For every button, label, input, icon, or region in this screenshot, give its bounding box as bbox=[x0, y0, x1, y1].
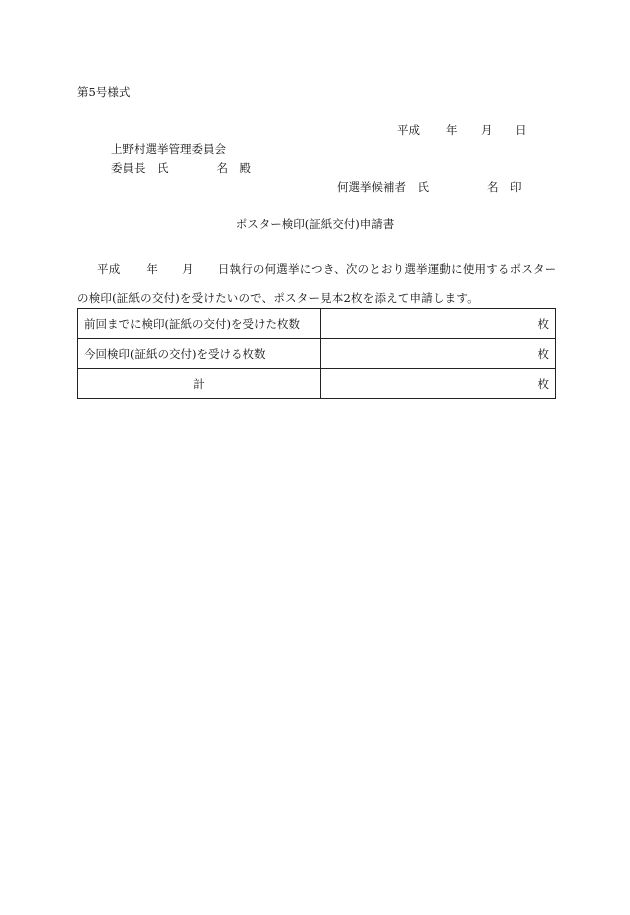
date-line bbox=[0, 123, 630, 137]
row-label-previous: 前回までに検印(証紙の交付)を受けた枚数 bbox=[78, 309, 321, 339]
seal-mark: 印 bbox=[510, 180, 522, 194]
body-text: 日執行の何選挙につき、次のとおり選挙運動に使用するポスターの検印(証紙の交付)を受けたいので、ポスター見本2枚を添えて申請します。 bbox=[77, 262, 557, 305]
body-month-label: 月 bbox=[182, 262, 194, 276]
honorific: 殿 bbox=[239, 161, 251, 175]
date-month-label: 月 bbox=[481, 123, 493, 137]
table-row bbox=[78, 339, 556, 369]
poster-count-table bbox=[77, 308, 556, 399]
applicant-given-name-marker: 名 bbox=[487, 180, 499, 194]
body-era: 平成 bbox=[97, 262, 121, 276]
chairman-surname-marker: 氏 bbox=[157, 161, 169, 175]
table-row bbox=[78, 309, 556, 339]
row-label-total: 計 bbox=[78, 369, 321, 399]
row-label-current: 今回検印(証紙の交付)を受ける枚数 bbox=[78, 339, 321, 369]
chairman-title: 委員長 bbox=[111, 161, 146, 175]
chairman-line bbox=[111, 161, 251, 175]
chairman-given-name-marker: 名 bbox=[216, 161, 228, 175]
form-number: 第5号様式 bbox=[77, 85, 131, 99]
row-unit-previous: 枚 bbox=[321, 309, 556, 339]
application-body bbox=[77, 255, 559, 313]
body-year-label: 年 bbox=[146, 262, 159, 276]
applicant-surname-marker: 氏 bbox=[417, 180, 429, 194]
date-era: 平成 bbox=[397, 123, 420, 137]
document-title: ポスター検印(証紙交付)申請書 bbox=[235, 217, 395, 231]
date-day-label: 日 bbox=[515, 123, 527, 137]
applicant-role: 何選挙候補者 bbox=[337, 180, 406, 194]
date-year-label: 年 bbox=[446, 123, 458, 137]
table-row bbox=[78, 369, 556, 399]
applicant-line bbox=[337, 180, 522, 194]
committee-name: 上野村選挙管理委員会 bbox=[111, 142, 226, 156]
row-unit-total: 枚 bbox=[321, 369, 556, 399]
row-unit-current: 枚 bbox=[321, 339, 556, 369]
